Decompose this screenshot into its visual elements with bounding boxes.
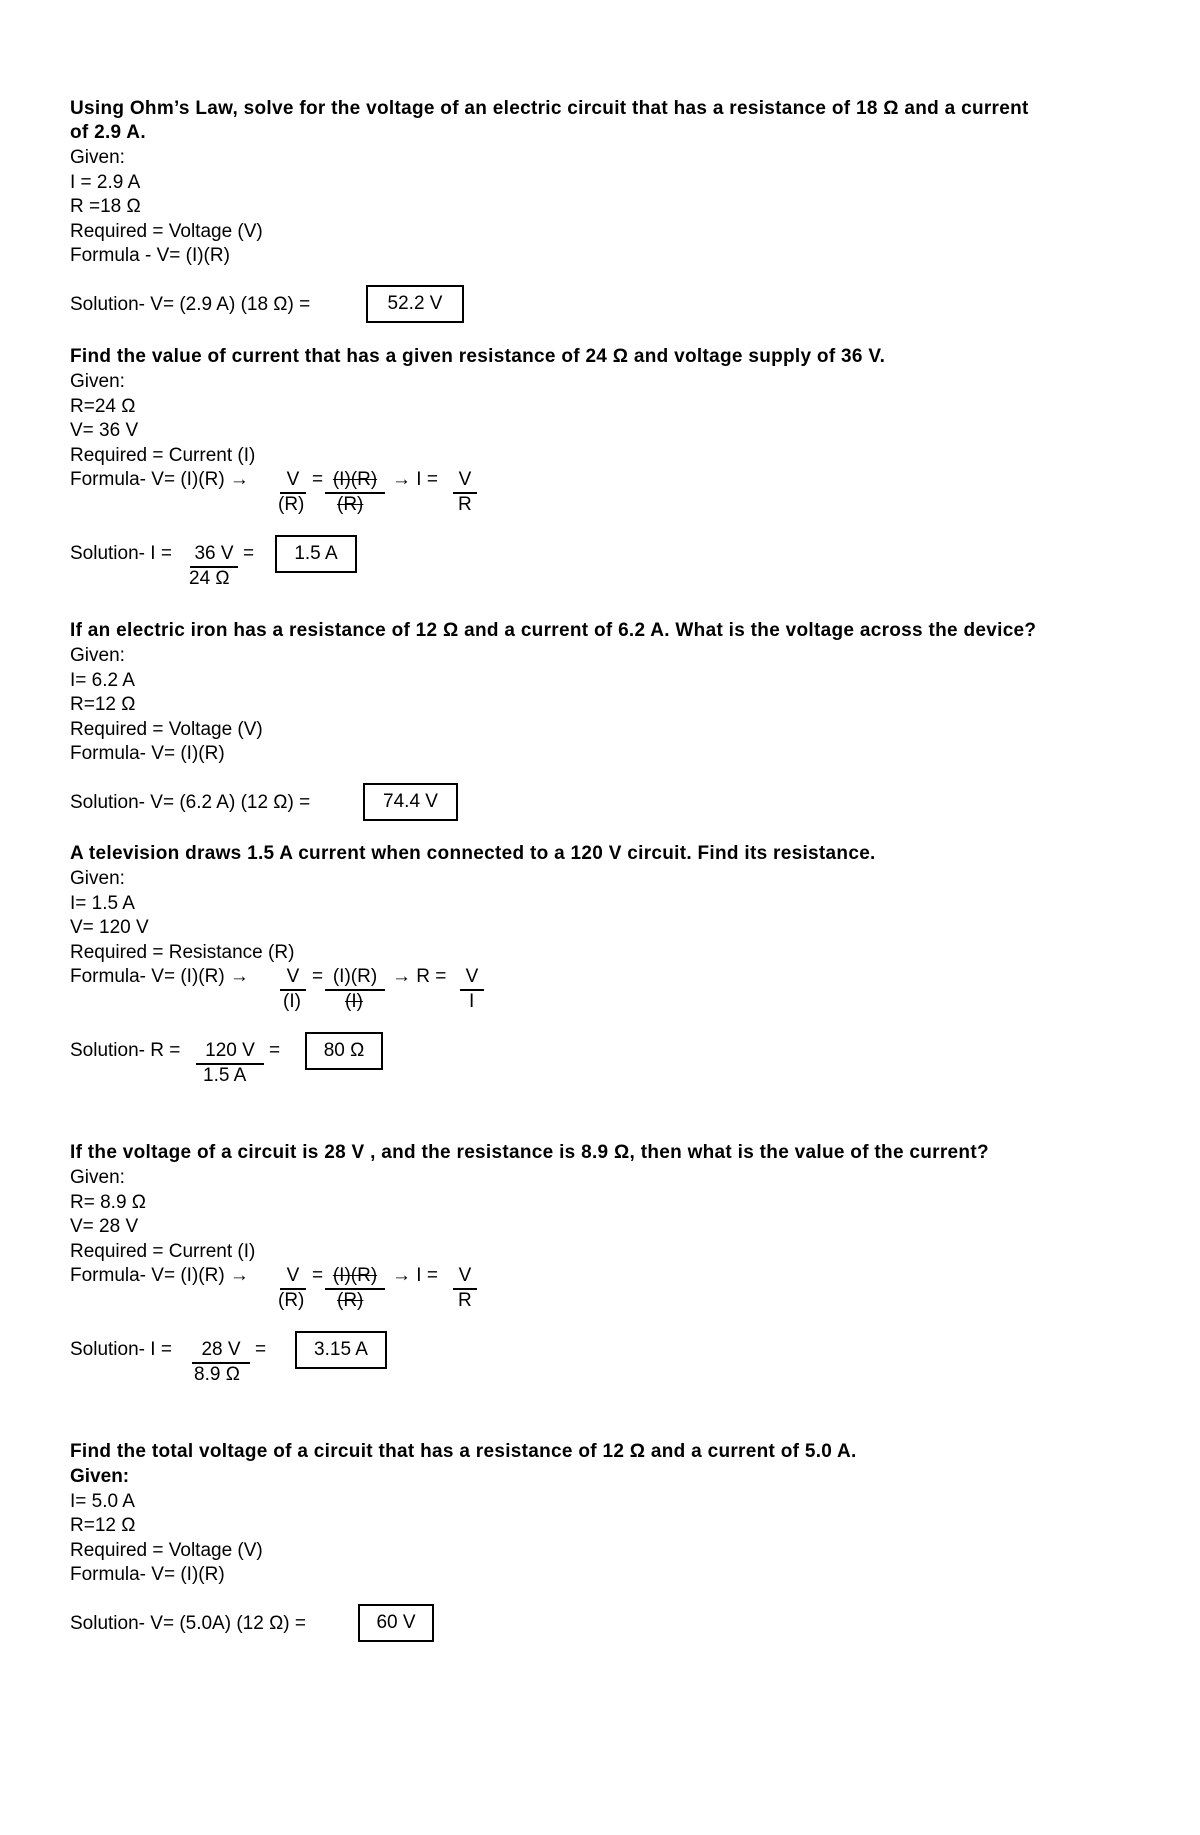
question-text: Find the value of current that has a given resistance of 24 Ω and voltage supply of 36 V. [70,346,886,367]
formula-text: Formula- V= (I)(R) [70,1564,225,1585]
fraction-denominator: (R) [278,1290,305,1311]
arrow-text: → I = [392,1265,438,1286]
formula-text: Formula- V= (I)(R) [70,743,225,764]
answer-box: 1.5 A [275,535,357,573]
required-text: Required = Voltage (V) [70,1540,263,1561]
fraction-denominator: (I) [345,991,363,1012]
fraction-denominator: 1.5 A [203,1065,247,1086]
fraction-denominator: 8.9 Ω [194,1364,240,1385]
arrow-text: → I = [392,469,438,490]
fraction-numerator: (I)(R) [325,1264,385,1290]
equals-sign: = [312,966,324,987]
given-label: Given: [70,645,125,666]
given-value: I= 1.5 A [70,893,135,914]
fraction-numerator: V [280,468,306,494]
question-text: Using Ohm’s Law, solve for the voltage of an electric circuit that has a resistance of 18 Ω and a current [70,98,1029,119]
question-text: If an electric iron has a resistance of 12 Ω and a current of 6.2 A. What is the voltage across the device? [70,620,1037,641]
fraction-numerator: V [280,965,306,991]
fraction-denominator: R [458,494,472,515]
answer-box: 52.2 V [366,285,464,323]
given-value: V= 28 V [70,1216,139,1237]
fraction-numerator: V [460,965,484,991]
question-text: If the voltage of a circuit is 28 V , and the resistance is 8.9 Ω, then what is the value of the current? [70,1142,989,1163]
answer-box: 74.4 V [363,783,458,821]
fraction-denominator: I [469,991,475,1012]
given-label: Given: [70,147,125,168]
fraction-numerator: 28 V [192,1338,250,1364]
given-label: Given: [70,371,125,392]
formula-text: Formula - V= (I)(R) [70,245,230,266]
given-value: R=12 Ω [70,1515,136,1536]
question-text: Find the total voltage of a circuit that has a resistance of 12 Ω and a current of 5.0 A. [70,1441,857,1462]
given-value: R=12 Ω [70,694,136,715]
formula-text: Formula- V= (I)(R) → [70,966,249,987]
fraction-numerator: 36 V [190,542,238,568]
equals-sign: = [269,1040,281,1061]
fraction-numerator: 120 V [196,1039,264,1065]
solution-text: Solution- V= (5.0A) (12 Ω) = [70,1613,306,1634]
fraction-numerator: V [280,1264,306,1290]
formula-text: Formula- V= (I)(R) → [70,469,249,490]
given-value: I= 6.2 A [70,670,135,691]
fraction-denominator: (I) [283,991,301,1012]
fraction-numerator: V [453,468,477,494]
solution-text: Solution- V= (2.9 A) (18 Ω) = [70,294,311,315]
fraction-numerator: (I)(R) [325,468,385,494]
equals-sign: = [243,543,255,564]
solution-text: Solution- I = [70,543,172,564]
solution-text: Solution- V= (6.2 A) (12 Ω) = [70,792,311,813]
given-value: R=24 Ω [70,396,136,417]
question-text: of 2.9 A. [70,122,146,143]
answer-box: 60 V [358,1604,434,1642]
solution-text: Solution- R = [70,1040,181,1061]
given-label: Given: [70,1466,130,1487]
answer-box: 3.15 A [295,1331,387,1369]
fraction-denominator: R [458,1290,472,1311]
arrow-text: → R = [392,966,447,987]
required-text: Required = Resistance (R) [70,942,295,963]
given-value: I = 2.9 A [70,172,141,193]
given-value: V= 120 V [70,917,149,938]
given-label: Given: [70,868,125,889]
equals-sign: = [255,1339,267,1360]
given-label: Given: [70,1167,125,1188]
fraction-denominator: (R) [278,494,305,515]
fraction-denominator: (R) [337,1290,364,1311]
question-text: A television draws 1.5 A current when connected to a 120 V circuit. Find its resistance. [70,843,876,864]
given-value: V= 36 V [70,420,139,441]
equals-sign: = [312,1265,324,1286]
required-text: Required = Current (I) [70,1241,256,1262]
equals-sign: = [312,469,324,490]
given-value: R= 8.9 Ω [70,1192,146,1213]
formula-text: Formula- V= (I)(R) → [70,1265,249,1286]
given-value: I= 5.0 A [70,1491,135,1512]
solution-text: Solution- I = [70,1339,172,1360]
fraction-denominator: 24 Ω [189,568,230,589]
required-text: Required = Voltage (V) [70,221,263,242]
fraction-numerator: (I)(R) [325,965,385,991]
given-value: R =18 Ω [70,196,141,217]
fraction-denominator: (R) [337,494,364,515]
answer-box: 80 Ω [305,1032,383,1070]
required-text: Required = Voltage (V) [70,719,263,740]
required-text: Required = Current (I) [70,445,256,466]
fraction-numerator: V [453,1264,477,1290]
